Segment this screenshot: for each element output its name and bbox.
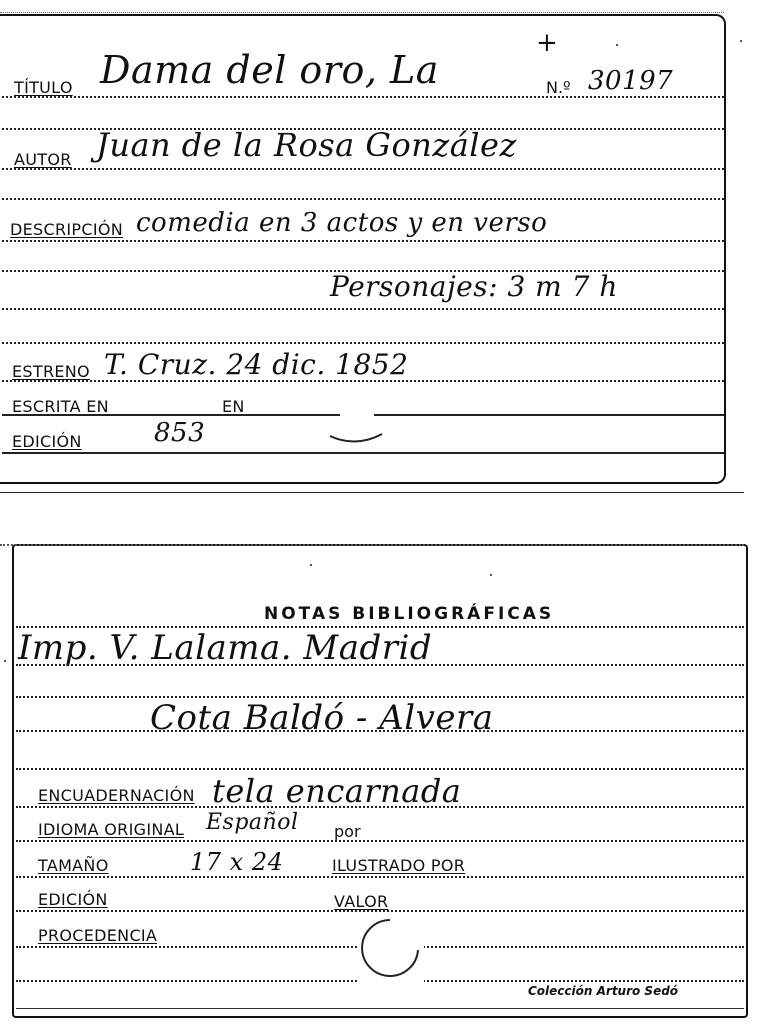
valor-label: VALOR xyxy=(334,892,389,911)
tamano-value: 17 x 24 xyxy=(190,848,284,876)
scan-speck xyxy=(740,40,742,42)
por-label: por xyxy=(334,822,361,841)
tamano-label: TAMAÑO xyxy=(38,856,109,875)
encuadernacion-value: tela encarnada xyxy=(212,772,462,810)
titulo-value: Dama del oro, La xyxy=(100,48,439,92)
autor-value: Juan de la Rosa González xyxy=(96,126,517,164)
punch-hole-circle xyxy=(356,914,426,984)
ruled-line xyxy=(16,768,744,770)
idioma-line xyxy=(16,840,744,842)
numero-value: 30197 xyxy=(588,66,674,96)
scan-speck xyxy=(4,660,6,662)
encuadernacion-line xyxy=(16,806,744,808)
titulo-label: TÍTULO xyxy=(14,78,73,97)
scan-edge-top xyxy=(0,12,724,13)
numero-label: N.º xyxy=(546,78,571,97)
edicion2-line xyxy=(16,910,744,912)
escrita-en-label: ESCRITA EN xyxy=(12,397,109,416)
notas-bibliograficas-heading: NOTAS BIBLIOGRÁFICAS xyxy=(264,604,555,624)
personajes-value: Personajes: 3 m 7 h xyxy=(330,270,618,303)
plus-mark: + xyxy=(536,28,559,58)
idioma-original-label: IDIOMA ORIGINAL xyxy=(38,820,185,839)
card-separator xyxy=(0,492,744,493)
ruled-line xyxy=(16,730,744,732)
titulo-line xyxy=(2,96,724,98)
punch-hole-mark xyxy=(326,398,386,448)
estreno-value: T. Cruz. 24 dic. 1852 xyxy=(104,348,409,381)
scan-speck xyxy=(490,574,492,576)
edicion-label: EDICIÓN xyxy=(12,432,82,451)
notes-line-1: Imp. V. Lalama. Madrid xyxy=(18,628,433,668)
tamano-line xyxy=(16,876,744,878)
autor-line xyxy=(2,168,724,170)
idioma-original-value: Español xyxy=(206,810,299,835)
autor-label: AUTOR xyxy=(14,150,72,169)
edicion-line xyxy=(2,452,724,454)
encuadernacion-label: ENCUADERNACIÓN xyxy=(38,786,195,805)
edicion2-label: EDICIÓN xyxy=(38,890,108,909)
ilustrado-por-label: ILUSTRADO POR xyxy=(332,856,466,875)
procedencia-label: PROCEDENCIA xyxy=(38,926,158,945)
ruled-line xyxy=(2,198,724,200)
edicion-value: 853 xyxy=(154,418,206,448)
collection-footer: Colección Arturo Sedó xyxy=(528,984,679,998)
ruled-line xyxy=(16,664,744,666)
card2-bottom-rule xyxy=(16,1008,744,1009)
descripcion-label: DESCRIPCIÓN xyxy=(10,220,123,239)
scan-speck xyxy=(310,564,312,566)
descripcion-value: comedia en 3 actos y en verso xyxy=(136,208,548,238)
notes-line-2: Cota Baldó - Alvera xyxy=(150,698,494,738)
ruled-line xyxy=(2,342,724,344)
en-label: EN xyxy=(222,397,245,416)
estreno-label: ESTRENO xyxy=(12,362,90,381)
scan-speck xyxy=(616,44,618,46)
descripcion-line xyxy=(2,240,724,242)
estreno-line xyxy=(2,380,724,382)
personajes-line xyxy=(2,308,724,310)
scan-edge-bottom-card xyxy=(0,544,744,546)
